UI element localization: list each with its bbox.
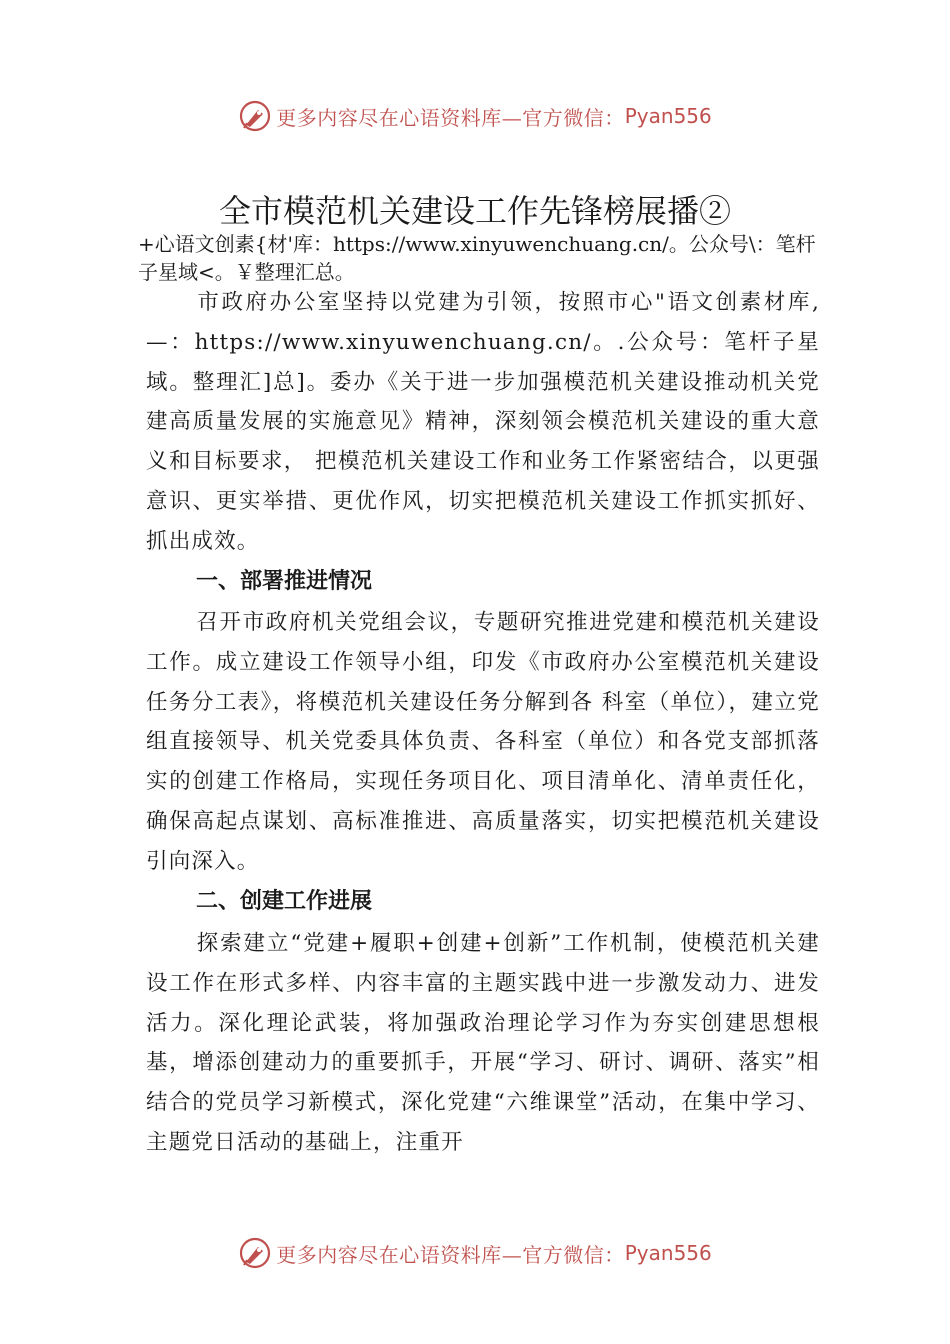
paragraph-progress: [146, 924, 820, 1163]
paragraph-text: 市政府办公室坚持以党建为引领，按照市心"语文创素材库,—：https://www.xinyuwenchuang.cn/。.公众号：笔杆子星域。整理汇]总]。委办《关于进一步加强模范机关建设推动机关党建高质量发展的实施意见》精神，深刻领会模范机关建设的重大意义和目标要求， 把模范机关建设工作和业务工作紧密结合，以更强意识、更实举措、更优作风，切实把模范机关建设工作抓实抓好、抓出成效。: [146, 290, 820, 554]
paragraph-intro: [146, 283, 820, 562]
pen-nib-logo-icon: [238, 99, 272, 133]
paragraph-text: 召开市政府机关党组会议，专题研究推进党建和模范机关建设工作。成立建设工作领导小组，印发《市政府办公室模范机关建设任务分工表》，将模范机关建设任务分解到各 科室（单位），建立党组直接领导、机关党委具体负责、各科室（单位）和各党支部抓落实的创建工作格局，实现任务项目化、项目清单化、清单责任化，确保高起点谋划、高标准推进、高质量落实，切实把模范机关建设引向深入。: [146, 610, 820, 874]
paragraph-text: 探索建立“党建+履职+创建+创新”工作机制，使模范机关建设工作在形式多样、内容丰富的主题实践中进一步激发动力、进发活力。深化理论武装，将加强政治理论学习作为夯实创建思想根基，增添创建动力的重要抓手，开展“学习、研讨、调研、落实”相结合的党员学习新模式，深化党建“六维课堂”活动，在集中学习、主题党日活动的基础上，注重开: [146, 931, 820, 1155]
document-title: 全市模范机关建设工作先锋榜展播②: [218, 192, 731, 230]
banner-handle: Pyan556: [624, 1241, 712, 1265]
section-heading-progress: 二、创建工作进展: [196, 889, 373, 914]
header-banner: [0, 96, 950, 136]
banner-text: 更多内容尽在心语资料库—官方微信：: [276, 105, 625, 130]
pen-nib-logo-icon: [238, 1236, 272, 1270]
source-note: +心语文创素{材'库：https://www.xinyuwenchuang.cn/。公众号\：笔杆子星域<。￥整理汇总。: [138, 232, 816, 284]
banner-text: 更多内容尽在心语资料库—官方微信：: [276, 1242, 625, 1267]
section-heading-deployment: 一、部署推进情况: [196, 569, 373, 594]
banner-handle: Pyan556: [624, 104, 712, 128]
paragraph-deployment: [146, 603, 820, 882]
footer-banner: [0, 1233, 950, 1273]
